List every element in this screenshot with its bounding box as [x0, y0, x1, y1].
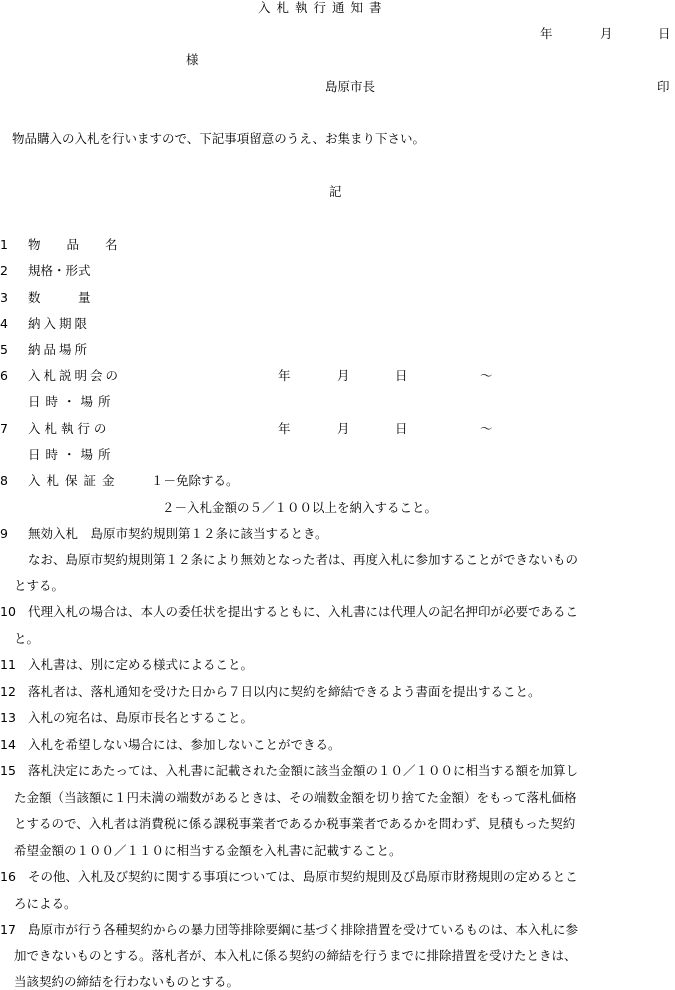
item-5-label: 納品場所: [28, 342, 91, 357]
item-1-label: 物 品 名: [28, 237, 129, 252]
item-14-text: 入札を希望しない場合には、参加しないことができる。: [28, 737, 341, 752]
intro-text: 物品購入の入札を行いますので、下記事項留意のうえ、お集まり下さい。: [12, 131, 426, 146]
item-4-label: 納入期限: [28, 316, 91, 331]
addressee-suffix: 様: [186, 52, 199, 67]
item-10-number: 10: [0, 604, 16, 619]
item-16-text: その他、入札及び契約に関する事項については、島原市契約規則及び島原市財務規則の定めるとこ: [28, 869, 578, 884]
item-8-option-2: ２－入札金額の５／１００以上を納入すること。: [162, 500, 438, 515]
item-8-option-1: １－免除する。: [151, 473, 239, 488]
item-17-continuation-1: 加できないものとする。落札者が、本入札に係る契約の締結を行うまでに排除措置を受けたときは、: [14, 948, 577, 963]
item-9-continuation-2: とする。: [14, 578, 65, 593]
item-2-label: 規格・形式: [28, 263, 91, 278]
item-2-number: 2: [0, 263, 8, 278]
item-16-continuation-1: ろによる。: [14, 896, 77, 911]
item-8-number: 8: [0, 473, 8, 488]
item-11-text: 入札書は、別に定める様式によること。: [28, 657, 254, 672]
item-15-continuation-2: とするので、入札者は消費税に係る課税事業者であるか税事業者であるかを問わず、見積もった契約: [14, 816, 576, 831]
item-1-number: 1: [0, 237, 8, 252]
item-15-continuation-3: 希望金額の１００／１１０に相当する金額を入札書に記載すること。: [14, 843, 402, 858]
item-6-tilde: ～: [480, 368, 493, 383]
item-12-text: 落札者は、落札通知を受けた日から７日以内に契約を締結できるよう書面を提出すること。: [28, 684, 541, 699]
document-title: 入札執行通知書: [258, 0, 388, 15]
item-9-continuation-1: なお、島原市契約規則第１２条により無効となった者は、再度入札に参加することができないもの: [28, 552, 579, 567]
item-6-month: 月: [337, 368, 350, 383]
item-7-tilde: ～: [480, 421, 493, 436]
item-7-day: 日: [395, 421, 408, 436]
item-6-label: 入札説明会の: [28, 368, 122, 383]
item-7-label2: 日時・場所: [28, 447, 116, 462]
item-3-label: 数 量: [28, 290, 91, 305]
item-6-day: 日: [395, 368, 408, 383]
item-13-number: 13: [0, 710, 16, 725]
item-17-continuation-2: 当該契約の締結を行わないものとする。: [14, 974, 240, 989]
item-16-number: 16: [0, 869, 16, 884]
item-15-continuation-1: た金額（当該額に１円未満の端数があるときは、その端数金額を切り捨てた金額）をもって落札価格: [14, 790, 577, 805]
item-10-continuation-1: と。: [14, 631, 40, 646]
date-day-label: 日: [658, 26, 671, 41]
item-10-text: 代理入札の場合は、本人の委任状を提出するともに、入札書には代理人の記名押印が必要であるこ: [28, 604, 579, 619]
item-7-month: 月: [337, 421, 350, 436]
item-15-text: 落札決定にあたっては、入札書に記載された金額に該当金額の１０／１００に相当する額を加算し: [28, 763, 579, 778]
issuer-name: 島原市長: [325, 79, 376, 94]
item-15-number: 15: [0, 763, 16, 778]
item-14-number: 14: [0, 737, 16, 752]
item-7-number: 7: [0, 421, 8, 436]
item-17-text: 島原市が行う各種契約からの暴力団等排除要綱に基づく排除措置を受けているものは、本入札に参: [28, 922, 579, 937]
date-month-label: 月: [600, 26, 613, 41]
item-11-number: 11: [0, 657, 16, 672]
item-6-label2: 日時・場所: [28, 394, 116, 409]
seal-mark: 印: [657, 79, 670, 94]
ki-heading: 記: [329, 184, 342, 199]
item-12-number: 12: [0, 684, 16, 699]
item-9-text: 無効入札 島原市契約規則第１２条に該当するとき。: [28, 526, 328, 541]
item-6-year: 年: [278, 368, 291, 383]
item-13-text: 入札の宛名は、島原市長名とすること。: [28, 710, 254, 725]
item-8-label: 入札保証金: [28, 473, 121, 488]
item-7-label: 入 札 執 行 の: [28, 421, 107, 436]
item-9-number: 9: [0, 526, 8, 541]
item-3-number: 3: [0, 290, 8, 305]
item-4-number: 4: [0, 316, 8, 331]
item-6-number: 6: [0, 368, 8, 383]
item-5-number: 5: [0, 342, 8, 357]
date-year-label: 年: [540, 26, 553, 41]
item-17-number: 17: [0, 922, 16, 937]
item-7-year: 年: [278, 421, 291, 436]
